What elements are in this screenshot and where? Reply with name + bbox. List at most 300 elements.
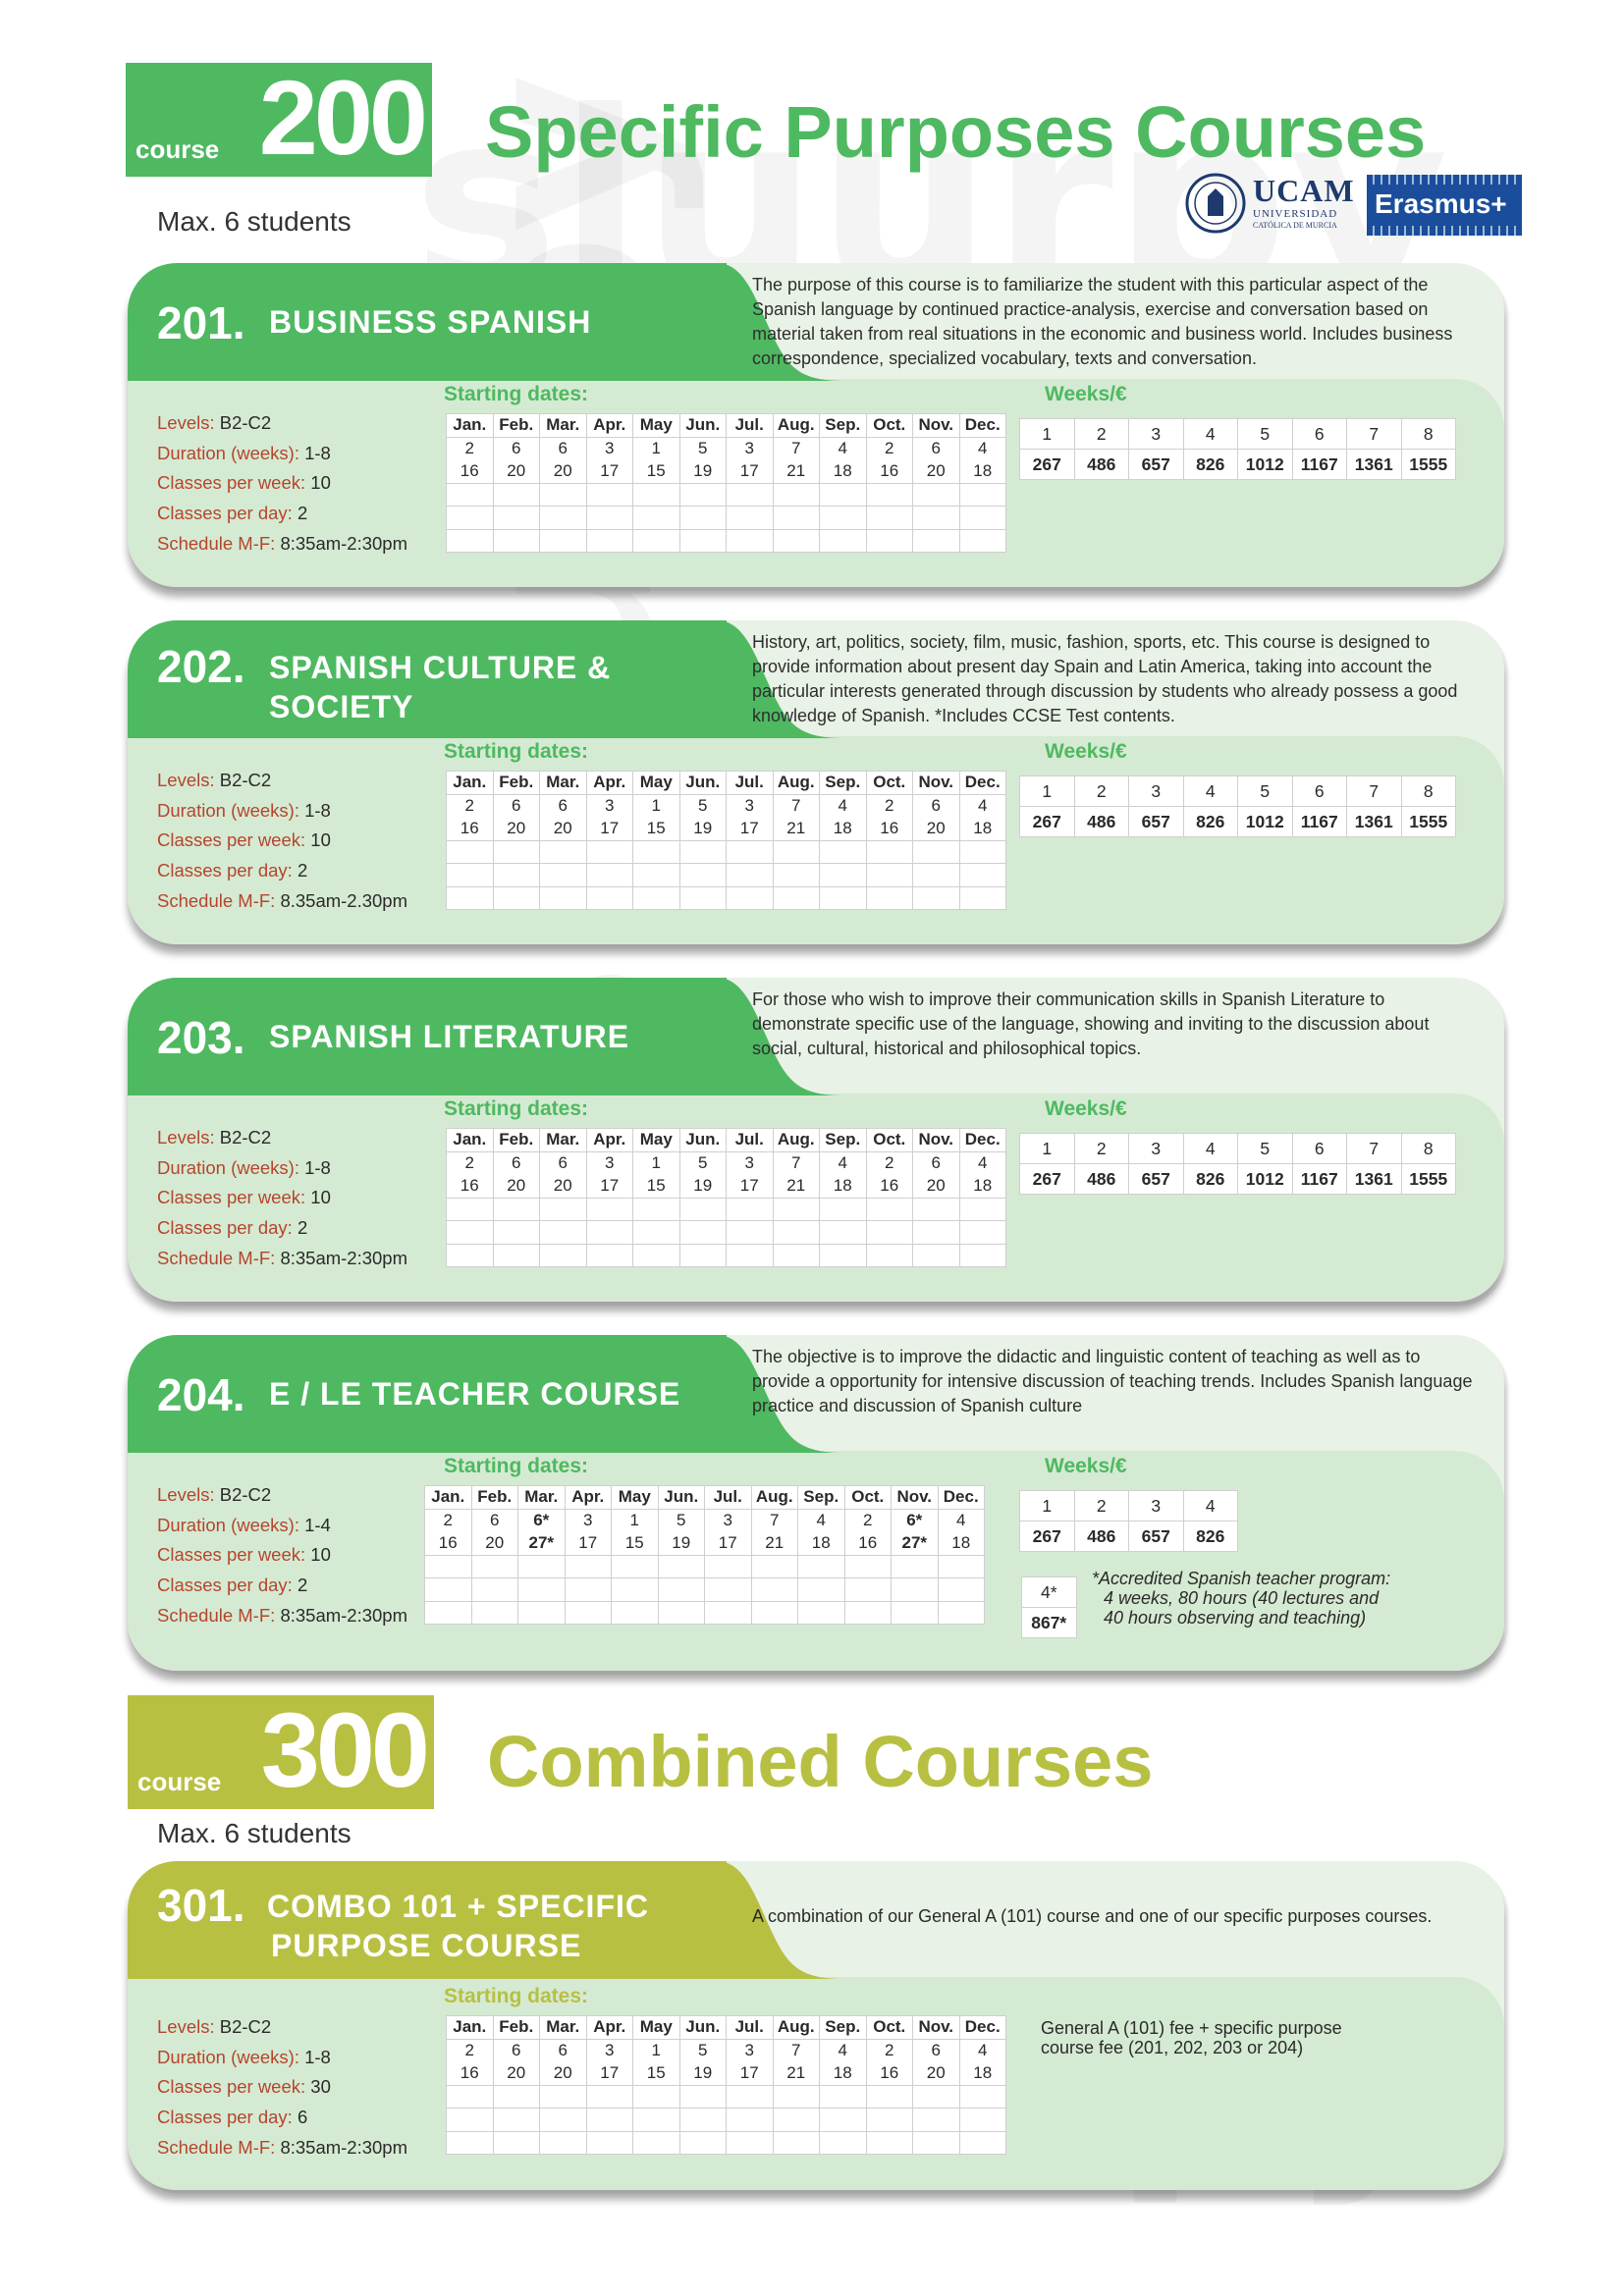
date-cell: 6 xyxy=(493,1151,540,1175)
info-classes-week: Classes per week: 30 xyxy=(157,2076,331,2098)
empty-cell xyxy=(866,483,913,507)
empty-cell xyxy=(633,1198,680,1221)
month-header: Jul. xyxy=(727,414,774,438)
weeks-row xyxy=(1020,1134,1456,1164)
dates-row xyxy=(447,2062,1006,2086)
empty-cell xyxy=(820,1221,867,1245)
course-description: The objective is to improve the didactic and linguistic content of teaching as well as to provide a opportunity for intensive discussion of teaching trends. Includes Spanish language practice and discussion of Spanish culture xyxy=(752,1347,1473,1415)
empty-cell xyxy=(586,840,633,864)
price-cell: 1361 xyxy=(1347,1164,1402,1195)
empty-cell xyxy=(773,840,820,864)
empty-cell xyxy=(773,2131,820,2155)
date-cell: 3 xyxy=(727,794,774,818)
month-header: Dec. xyxy=(938,1486,985,1510)
date-cell: 20 xyxy=(540,2062,587,2086)
price-cell: 486 xyxy=(1074,807,1129,837)
date-cell: 2 xyxy=(866,437,913,460)
empty-row xyxy=(447,840,1006,864)
month-header: Jan. xyxy=(447,772,494,795)
prices-row xyxy=(1020,450,1456,480)
empty-cell xyxy=(586,886,633,910)
course-number: 300 xyxy=(260,1690,426,1809)
month-header: Apr. xyxy=(565,1486,612,1510)
month-header: Oct. xyxy=(866,1129,913,1152)
month-header: Dec. xyxy=(959,414,1006,438)
course-tab-text xyxy=(128,263,844,381)
empty-cell xyxy=(493,507,540,530)
course-info xyxy=(157,1123,407,1274)
month-header: Feb. xyxy=(493,2016,540,2040)
empty-cell xyxy=(820,840,867,864)
empty-cell xyxy=(493,2085,540,2109)
empty-cell xyxy=(447,507,494,530)
empty-cell xyxy=(727,507,774,530)
empty-cell xyxy=(447,529,494,553)
empty-cell xyxy=(892,1578,939,1602)
date-cell: 2 xyxy=(425,1509,472,1532)
date-cell: 17 xyxy=(727,1175,774,1199)
date-cell: 6 xyxy=(913,2039,960,2062)
date-cell: 17 xyxy=(705,1532,752,1556)
date-cell: 3 xyxy=(586,437,633,460)
month-header: Feb. xyxy=(493,772,540,795)
ucam-logo xyxy=(1184,169,1371,238)
week-cell: 1 xyxy=(1020,776,1075,807)
starting-dates-title: Starting dates: xyxy=(444,1985,589,2007)
empty-cell xyxy=(727,2131,774,2155)
empty-cell xyxy=(820,2085,867,2109)
date-cell: 2 xyxy=(844,1509,892,1532)
week-cell: 8 xyxy=(1401,1134,1456,1164)
date-cell: 16 xyxy=(866,2062,913,2086)
month-header: Aug. xyxy=(773,772,820,795)
month-header: Feb. xyxy=(471,1486,518,1510)
empty-cell xyxy=(820,864,867,887)
info-classes-week: Classes per week: 10 xyxy=(157,829,331,851)
date-cell: 4 xyxy=(820,794,867,818)
course-card-201 xyxy=(128,263,1504,587)
course-description: History, art, politics, society, film, music, fashion, sports, etc. This course is designed to provide information about present day Spain and Latin America, taking into account the particular interests generated through discussion by students who already possess a good knowledge of Spanish. *Includes CCSE Test contents. xyxy=(752,632,1458,725)
info-levels: Levels: B2-C2 xyxy=(157,1127,272,1148)
empty-cell xyxy=(447,2085,494,2109)
prices-row xyxy=(1020,807,1456,837)
month-header: Oct. xyxy=(866,414,913,438)
empty-cell xyxy=(633,507,680,530)
empty-cell xyxy=(447,1244,494,1267)
course-card-204 xyxy=(128,1335,1504,1671)
course-200-badge xyxy=(126,58,432,177)
course-description: For those who wish to improve their communication skills in Spanish Literature to demonstrate specific use of the language, showing and inviting to the discussion about social, cultural, historical and philosophical topics. xyxy=(752,989,1430,1058)
max-students: Max. 6 students xyxy=(157,1818,352,1848)
week-cell: 3 xyxy=(1129,1491,1184,1522)
empty-cell xyxy=(518,1578,566,1602)
info-classes-week: Classes per week: 10 xyxy=(157,472,331,494)
month-header: Mar. xyxy=(540,1129,587,1152)
date-cell: 6 xyxy=(913,794,960,818)
empty-row xyxy=(447,864,1006,887)
month-header: Apr. xyxy=(586,414,633,438)
info-levels: Levels: B2-C2 xyxy=(157,2016,272,2037)
empty-row xyxy=(447,2131,1006,2155)
empty-cell xyxy=(773,886,820,910)
empty-cell xyxy=(493,2131,540,2155)
date-cell: 18 xyxy=(959,2062,1006,2086)
month-header: Aug. xyxy=(773,414,820,438)
month-header-row xyxy=(447,414,1006,438)
date-cell: 27* xyxy=(892,1532,939,1556)
course-name: E / LE TEACHER COURSE xyxy=(269,1376,681,1412)
price-cell: 486 xyxy=(1074,1164,1129,1195)
weeks-price-table xyxy=(1019,775,1456,837)
date-cell: 17 xyxy=(727,2062,774,2086)
month-header: Dec. xyxy=(959,1129,1006,1152)
month-header: Apr. xyxy=(586,772,633,795)
empty-cell xyxy=(727,529,774,553)
empty-cell xyxy=(820,483,867,507)
month-header: Aug. xyxy=(773,1129,820,1152)
date-cell: 16 xyxy=(447,2062,494,2086)
empty-cell xyxy=(913,507,960,530)
month-header: Feb. xyxy=(493,1129,540,1152)
date-cell: 2 xyxy=(447,794,494,818)
month-header: Mar. xyxy=(518,1486,566,1510)
empty-cell xyxy=(866,2131,913,2155)
empty-cell xyxy=(540,529,587,553)
empty-cell xyxy=(633,529,680,553)
empty-cell xyxy=(959,483,1006,507)
empty-cell xyxy=(586,864,633,887)
date-cell: 2 xyxy=(866,1151,913,1175)
week-cell: 6 xyxy=(1292,419,1347,450)
empty-cell xyxy=(727,483,774,507)
course-300-badge xyxy=(128,1690,434,1809)
info-duration: Duration (weeks): 1-8 xyxy=(157,799,331,821)
date-cell: 17 xyxy=(727,460,774,484)
month-header: Nov. xyxy=(913,2016,960,2040)
date-cell: 18 xyxy=(798,1532,845,1556)
week-cell: 3 xyxy=(1129,776,1184,807)
month-header: May xyxy=(633,414,680,438)
empty-cell xyxy=(586,1198,633,1221)
date-cell: 20 xyxy=(493,1175,540,1199)
date-cell: 16 xyxy=(866,1175,913,1199)
empty-cell xyxy=(727,886,774,910)
date-cell: 15 xyxy=(633,2062,680,2086)
date-cell: 20 xyxy=(540,460,587,484)
date-cell: 15 xyxy=(633,818,680,841)
ucam-sub1: UNIVERSIDAD xyxy=(1253,208,1338,220)
month-header: Oct. xyxy=(866,2016,913,2040)
price-cell: 826 xyxy=(1183,450,1238,480)
course-card-202 xyxy=(128,620,1504,944)
empty-cell xyxy=(679,1244,727,1267)
date-cell: 21 xyxy=(773,818,820,841)
empty-cell xyxy=(820,2131,867,2155)
prices-row xyxy=(1020,1164,1456,1195)
date-cell: 2 xyxy=(447,1151,494,1175)
date-cell: 1 xyxy=(633,794,680,818)
empty-cell xyxy=(773,1198,820,1221)
empty-cell xyxy=(633,2085,680,2109)
price-cell: 657 xyxy=(1129,450,1184,480)
empty-cell xyxy=(540,483,587,507)
date-cell: 4 xyxy=(820,1151,867,1175)
empty-cell xyxy=(540,507,587,530)
price-cell: 1012 xyxy=(1238,807,1293,837)
empty-cell xyxy=(540,1244,587,1267)
empty-cell xyxy=(913,2109,960,2132)
empty-cell xyxy=(959,1244,1006,1267)
date-cell: 7 xyxy=(773,437,820,460)
empty-cell xyxy=(540,840,587,864)
date-cell: 4 xyxy=(959,2039,1006,2062)
info-levels: Levels: B2-C2 xyxy=(157,770,272,790)
month-header: Jan. xyxy=(447,2016,494,2040)
date-cell: 6 xyxy=(471,1509,518,1532)
empty-cell xyxy=(844,1601,892,1625)
date-cell: 5 xyxy=(679,794,727,818)
empty-cell xyxy=(586,1221,633,1245)
date-cell: 16 xyxy=(866,818,913,841)
erasmus-name: Erasmus+ xyxy=(1375,188,1507,219)
course-name: BUSINESS SPANISH xyxy=(269,304,592,340)
date-cell: 16 xyxy=(425,1532,472,1556)
empty-cell xyxy=(518,1601,566,1625)
empty-cell xyxy=(913,840,960,864)
month-header: May xyxy=(612,1486,659,1510)
date-cell: 6 xyxy=(493,437,540,460)
empty-cell xyxy=(727,840,774,864)
date-cell: 15 xyxy=(633,460,680,484)
empty-cell xyxy=(959,507,1006,530)
date-cell: 16 xyxy=(844,1532,892,1556)
starting-dates-table xyxy=(446,1128,1006,1267)
empty-cell xyxy=(773,483,820,507)
date-cell: 1 xyxy=(612,1509,659,1532)
date-cell: 5 xyxy=(679,437,727,460)
date-cell: 16 xyxy=(447,460,494,484)
date-cell: 21 xyxy=(773,2062,820,2086)
date-cell: 1 xyxy=(633,2039,680,2062)
empty-cell xyxy=(633,886,680,910)
course-number: 203. xyxy=(157,1012,245,1063)
price-cell: 826 xyxy=(1183,1164,1238,1195)
date-cell: 18 xyxy=(959,1175,1006,1199)
empty-row xyxy=(447,2085,1006,2109)
date-cell: 3 xyxy=(565,1509,612,1532)
weeks-row xyxy=(1020,419,1456,450)
empty-cell xyxy=(612,1578,659,1602)
date-cell: 7 xyxy=(773,2039,820,2062)
empty-cell xyxy=(612,1601,659,1625)
info-classes-day: Classes per day: 2 xyxy=(157,1575,308,1596)
erasmus-logo xyxy=(1367,175,1522,236)
price-cell: 826 xyxy=(1183,1522,1238,1552)
date-cell: 20 xyxy=(493,818,540,841)
ucam-name: UCAM xyxy=(1253,173,1355,208)
price-cell: 267 xyxy=(1020,1522,1075,1552)
empty-cell xyxy=(844,1578,892,1602)
empty-cell xyxy=(447,840,494,864)
date-cell: 6 xyxy=(540,794,587,818)
price-cell: 1167 xyxy=(1292,807,1347,837)
empty-cell xyxy=(913,1198,960,1221)
info-classes-week: Classes per week: 10 xyxy=(157,1187,331,1208)
price-cell: 1555 xyxy=(1401,807,1456,837)
info-classes-day: Classes per day: 2 xyxy=(157,503,308,524)
empty-cell xyxy=(913,864,960,887)
empty-cell xyxy=(773,1221,820,1245)
date-cell: 3 xyxy=(727,437,774,460)
date-cell: 6 xyxy=(493,794,540,818)
date-cell: 18 xyxy=(938,1532,985,1556)
price-cell: 1361 xyxy=(1347,807,1402,837)
month-header: Mar. xyxy=(540,414,587,438)
empty-cell xyxy=(727,1198,774,1221)
date-cell: 3 xyxy=(705,1509,752,1532)
week-cell: 6 xyxy=(1292,776,1347,807)
date-cell: 19 xyxy=(679,1175,727,1199)
empty-cell xyxy=(751,1578,798,1602)
week-cell: 8 xyxy=(1401,419,1456,450)
date-cell: 2 xyxy=(866,2039,913,2062)
empty-row xyxy=(447,886,1006,910)
date-cell: 20 xyxy=(493,460,540,484)
empty-cell xyxy=(727,1244,774,1267)
date-cell: 6 xyxy=(913,437,960,460)
starting-dates-table xyxy=(446,413,1006,553)
course-info xyxy=(157,766,407,917)
empty-row xyxy=(447,1198,1006,1221)
month-header: Nov. xyxy=(913,772,960,795)
empty-cell xyxy=(798,1601,845,1625)
empty-cell xyxy=(586,2109,633,2132)
empty-cell xyxy=(820,886,867,910)
empty-cell xyxy=(493,529,540,553)
date-cell: 18 xyxy=(959,460,1006,484)
date-cell: 4 xyxy=(798,1509,845,1532)
price-cell: 826 xyxy=(1183,807,1238,837)
week-cell: 1 xyxy=(1020,1134,1075,1164)
date-cell: 18 xyxy=(959,818,1006,841)
month-header: Sep. xyxy=(820,2016,867,2040)
weeks-title: Weeks/€ xyxy=(1045,383,1127,405)
empty-cell xyxy=(820,2109,867,2132)
empty-cell xyxy=(679,840,727,864)
date-cell: 20 xyxy=(913,2062,960,2086)
price-cell: 267 xyxy=(1020,1164,1075,1195)
info-levels: Levels: B2-C2 xyxy=(157,1484,272,1505)
course-tab-text xyxy=(128,1861,844,1979)
empty-cell xyxy=(447,2109,494,2132)
week-cell: 2 xyxy=(1074,776,1129,807)
section-title: Combined Courses xyxy=(487,1721,1154,1802)
empty-cell xyxy=(493,483,540,507)
empty-cell xyxy=(844,1555,892,1578)
date-cell: 7 xyxy=(751,1509,798,1532)
empty-cell xyxy=(913,483,960,507)
empty-cell xyxy=(820,1198,867,1221)
course-label: course xyxy=(137,1767,222,1796)
month-header: Aug. xyxy=(751,1486,798,1510)
starting-dates-title: Starting dates: xyxy=(444,1455,589,1477)
week-cell: 7 xyxy=(1347,776,1402,807)
empty-cell xyxy=(820,529,867,553)
date-cell: 21 xyxy=(773,1175,820,1199)
prices-row xyxy=(1020,1522,1238,1552)
empty-cell xyxy=(658,1578,705,1602)
empty-cell xyxy=(540,1221,587,1245)
price-cell: 486 xyxy=(1074,450,1129,480)
empty-cell xyxy=(471,1578,518,1602)
empty-cell xyxy=(425,1601,472,1625)
date-cell: 5 xyxy=(679,2039,727,2062)
empty-cell xyxy=(959,2109,1006,2132)
month-header: Jul. xyxy=(727,2016,774,2040)
extra-price-table xyxy=(1021,1576,1077,1638)
dates-row xyxy=(447,818,1006,841)
price-cell: 1012 xyxy=(1238,1164,1293,1195)
empty-cell xyxy=(633,840,680,864)
empty-cell xyxy=(705,1601,752,1625)
empty-cell xyxy=(447,1221,494,1245)
month-header: Jun. xyxy=(679,772,727,795)
empty-row xyxy=(425,1578,985,1602)
empty-row xyxy=(447,1244,1006,1267)
date-cell: 5 xyxy=(679,1151,727,1175)
ucam-sub2: CATÓLICA DE MURCIA xyxy=(1253,221,1337,230)
month-header: Oct. xyxy=(866,772,913,795)
info-levels: Levels: B2-C2 xyxy=(157,412,272,433)
month-header: Jan. xyxy=(425,1486,472,1510)
week-cell: 4 xyxy=(1183,419,1238,450)
weeks-title: Weeks/€ xyxy=(1045,740,1127,763)
month-header: Jul. xyxy=(705,1486,752,1510)
starting-dates-table xyxy=(424,1485,985,1625)
empty-cell xyxy=(913,2131,960,2155)
month-header: Sep. xyxy=(820,772,867,795)
month-header: Mar. xyxy=(540,2016,587,2040)
empty-cell xyxy=(727,2109,774,2132)
price-cell: 267 xyxy=(1020,807,1075,837)
course-number: 301. xyxy=(157,1880,245,1931)
info-classes-day: Classes per day: 2 xyxy=(157,860,308,881)
empty-cell xyxy=(612,1555,659,1578)
empty-cell xyxy=(679,1198,727,1221)
empty-cell xyxy=(938,1555,985,1578)
week-cell: 2 xyxy=(1074,419,1129,450)
month-header: Nov. xyxy=(913,414,960,438)
empty-cell xyxy=(586,483,633,507)
dates-row xyxy=(447,794,1006,818)
empty-cell xyxy=(679,2109,727,2132)
empty-cell xyxy=(447,864,494,887)
date-cell: 17 xyxy=(565,1532,612,1556)
month-header: Dec. xyxy=(959,2016,1006,2040)
empty-cell xyxy=(658,1601,705,1625)
empty-cell xyxy=(773,507,820,530)
empty-cell xyxy=(540,886,587,910)
empty-cell xyxy=(586,507,633,530)
info-duration: Duration (weeks): 1-8 xyxy=(157,1156,331,1178)
empty-cell xyxy=(959,2085,1006,2109)
course-name: COMBO 101 + SPECIFIC PURPOSE COURSE xyxy=(267,1889,649,1963)
starting-dates-title: Starting dates: xyxy=(444,383,589,405)
empty-cell xyxy=(913,1221,960,1245)
combo-fee-note: General A (101) fee + specific purpose course fee (201, 202, 203 or 204) xyxy=(1041,2018,1342,2057)
course-number: 200 xyxy=(258,58,424,177)
weeks-row xyxy=(1020,776,1456,807)
